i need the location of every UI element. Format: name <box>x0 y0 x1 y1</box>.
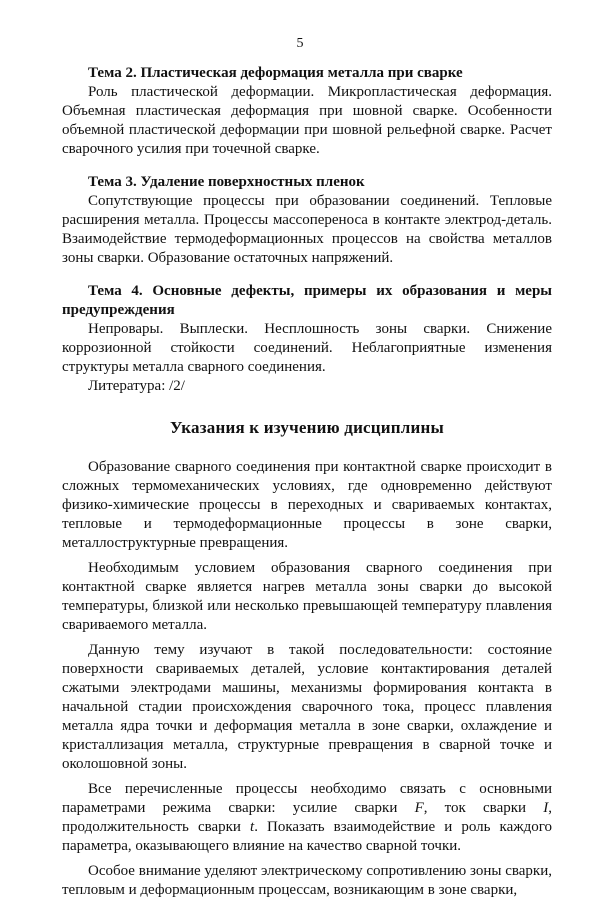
body-paragraph-parameters <box>62 780 552 856</box>
topic-3 <box>62 173 552 268</box>
page-number: 5 <box>296 36 304 51</box>
text-run: . Показать взаимодействие и роль каждого параметра, оказывающего влияние на качество сварной точки. <box>62 819 553 854</box>
text-run: , продолжительность сварки <box>62 800 552 835</box>
body-paragraph: Образование сварного соединения при контактной сварке происходит в сложных термомеханических условиях, где одновременно действуют физико-химические процессы в переходных и свариваемых контактах, тепловые и термодеформационные процессы в зоне сварки, металлоструктурные превращения. <box>62 459 552 551</box>
text-run: , ток сварки <box>423 800 544 816</box>
topic-2 <box>62 64 552 159</box>
body-paragraph: Необходимым условием образования сварного соединения при контактной сварке является нагрев металла зоны сварки до высокой температуры, близкой или несколько превышающей температуру плавления свариваемого металла. <box>62 560 552 633</box>
text-run: Все перечисленные процессы необходимо связать с основными параметрами режима сварки: усилие сварки <box>62 781 552 816</box>
body-paragraph: Данную тему изучают в такой последовательности: состояние поверхности свариваемых деталей, условие контактирования деталей сжатыми электродами машины, механизмы формирования контакта в начальной стадии происхождения сварочного тока, процесс плавления металла ядра точки и деформация металла в зоне сварки, охлаждение и кристаллизация металла, структурные превращения в сварной точке и околошовной зоны. <box>62 642 552 772</box>
topic-title: Тема 4. Основные дефекты, примеры их образования и меры предупреждения <box>62 283 552 318</box>
topic-title: Тема 2. Пластическая деформация металла при сварке <box>88 65 463 81</box>
literature-reference: Литература: /2/ <box>88 378 185 394</box>
topic-4 <box>62 282 552 396</box>
symbol-current: I <box>543 800 549 816</box>
page-content <box>62 64 552 906</box>
symbol-time: t <box>250 819 255 835</box>
symbol-force: F <box>414 800 424 816</box>
topic-text: Непровары. Выплески. Несплошность зоны сварки. Снижение коррозионной стойкости соединений. Неблагоприятные изменения структуры металла сварного соединения. <box>62 321 552 375</box>
topic-title: Тема 3. Удаление поверхностных пленок <box>88 174 365 190</box>
topic-text: Сопутствующие процессы при образовании соединений. Тепловые расширения металла. Процессы массопереноса в контакте электрод-деталь. Взаимодействие термодеформационных процессов на свойства металлов зоны сварки. Образование остаточных напряжений. <box>62 193 552 266</box>
body-paragraph: Особое внимание уделяют электрическому сопротивлению зоны сварки, тепловым и деформационным процессам, возникающим в зоне сварки, <box>62 863 552 898</box>
topic-text: Роль пластической деформации. Микропластическая деформация. Объемная пластическая деформация при шовной сварке. Особенности объемной пластической деформации при шовной рельефной сварке. Расчет сварочного усилия при точечной сварке. <box>62 84 552 157</box>
section-heading: Указания к изучению дисциплины <box>170 418 444 437</box>
